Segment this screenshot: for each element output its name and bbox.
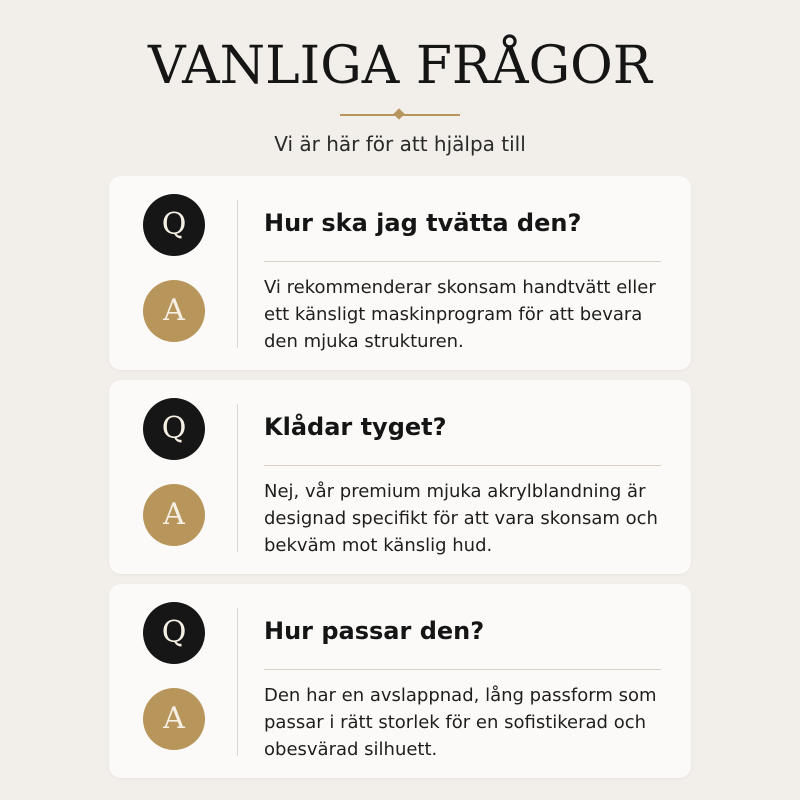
faq-answer: Den har en avslappnad, lång passform som passar i rätt storlek för en sofistikerad och obesvärad silhuett. bbox=[264, 685, 657, 760]
vertical-divider bbox=[237, 608, 238, 756]
answer-badge-icon: A bbox=[143, 484, 205, 546]
horizontal-divider bbox=[264, 465, 661, 466]
page-title: VANLIGA FRÅGOR bbox=[148, 36, 652, 96]
question-badge-icon: Q bbox=[143, 194, 205, 256]
horizontal-divider bbox=[264, 261, 661, 262]
answer-badge-icon: A bbox=[143, 688, 205, 750]
ornament-divider bbox=[340, 108, 460, 122]
faq-question: Hur passar den? bbox=[264, 617, 485, 645]
answer-badge-icon: A bbox=[143, 280, 205, 342]
faq-card-2 bbox=[109, 380, 691, 574]
faq-question: Hur ska jag tvätta den? bbox=[264, 209, 582, 237]
faq-card-3 bbox=[109, 584, 691, 778]
faq-card-1 bbox=[109, 176, 691, 370]
faq-question: Klådar tyget? bbox=[264, 413, 447, 441]
vertical-divider bbox=[237, 404, 238, 552]
diamond-icon bbox=[393, 108, 404, 119]
question-badge-icon: Q bbox=[143, 398, 205, 460]
faq-answer: Vi rekommenderar skonsam handtvätt eller ett känsligt maskinprogram för att bevara den mjuka strukturen. bbox=[264, 277, 656, 352]
page-subtitle: Vi är här för att hjälpa till bbox=[274, 132, 526, 156]
horizontal-divider bbox=[264, 669, 661, 670]
question-badge-icon: Q bbox=[143, 602, 205, 664]
vertical-divider bbox=[237, 200, 238, 348]
faq-answer: Nej, vår premium mjuka akrylblandning är designad specifikt för att vara skonsam och bekväm mot känslig hud. bbox=[264, 481, 658, 556]
